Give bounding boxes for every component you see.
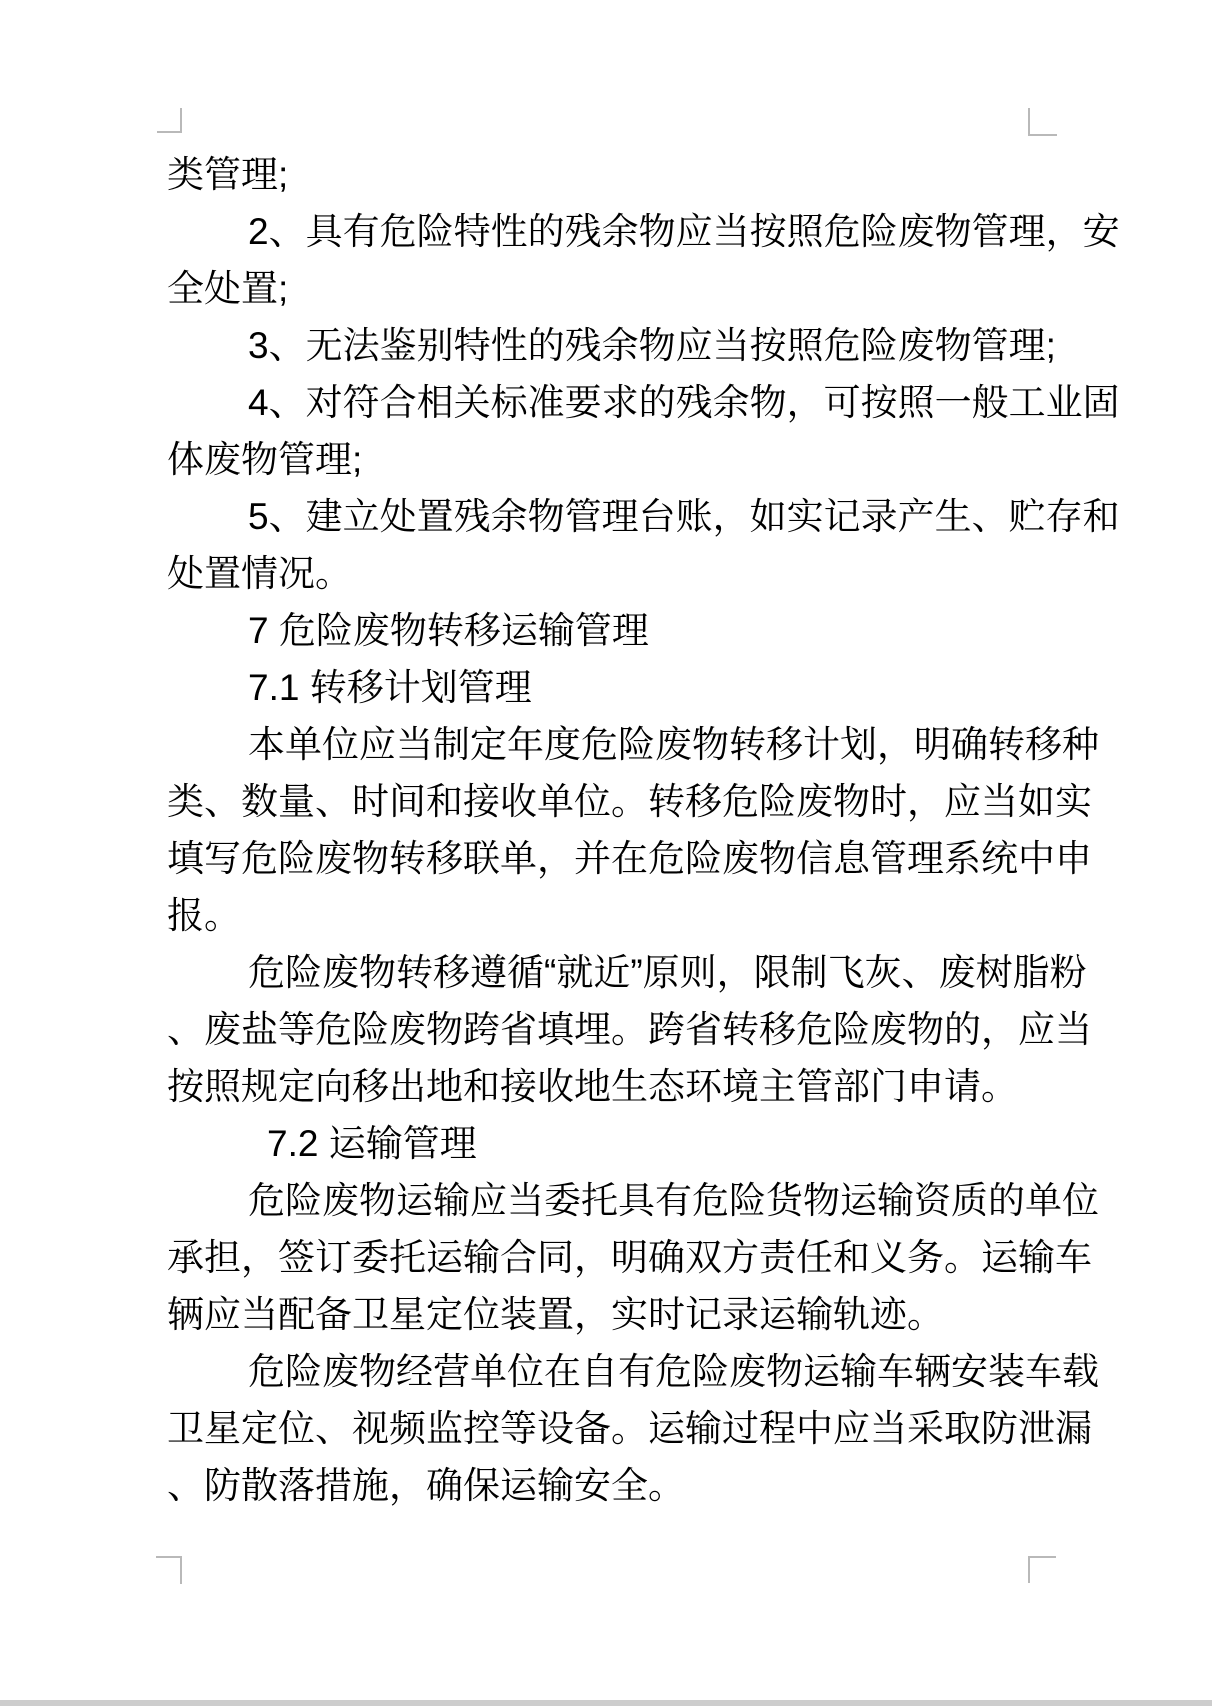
text-line: 处置情况。 [167,553,352,594]
text-line: 危险废物经营单位在自有危险废物运输车辆安装车载 [248,1351,1099,1392]
section-heading-line: 7.1 转移计划管理 [248,667,532,708]
crop-mark-bottom-left [156,1556,182,1584]
text-line: 卫星定位、视频监控等设备。运输过程中应当采取防泄漏 [167,1408,1092,1449]
crop-mark-top-right [1028,108,1057,136]
text-line: 、防散落措施，确保运输安全。 [167,1465,685,1506]
section-heading-line: 7.2 运输管理 [267,1123,477,1164]
document-text [167,146,1120,1514]
text-line: 体废物管理; [167,439,363,480]
text-line: 2、具有危险特性的残余物应当按照危险废物管理，安 [248,211,1120,252]
crop-mark-bottom-right [1028,1556,1056,1583]
text-line: 按照规定向移出地和接收地生态环境主管部门申请。 [167,1066,1018,1107]
text-line: 危险废物转移遵循“就近”原则，限制飞灰、废树脂粉 [248,952,1087,993]
text-line: 危险废物运输应当委托具有危险货物运输资质的单位 [248,1180,1099,1221]
text-line: 、废盐等危险废物跨省填埋。跨省转移危险废物的，应当 [167,1009,1092,1050]
text-line: 4、对符合相关标准要求的残余物，可按照一般工业固 [248,382,1120,423]
text-line: 填写危险废物转移联单，并在危险废物信息管理系统中申 [167,838,1092,879]
text-line: 类、数量、时间和接收单位。转移危险废物时，应当如实 [167,781,1092,822]
text-line: 辆应当配备卫星定位装置，实时记录运输轨迹。 [167,1294,944,1335]
text-line: 承担，签订委托运输合同，明确双方责任和义务。运输车 [167,1237,1092,1278]
text-line: 5、建立处置残余物管理台账，如实记录产生、贮存和 [248,496,1120,537]
text-line: 全处置; [167,268,289,309]
text-line: 报。 [167,895,241,936]
text-line: 本单位应当制定年度危险废物转移计划，明确转移种 [248,724,1099,765]
section-heading-line: 7 危险废物转移运输管理 [248,610,649,651]
text-line: 类管理; [167,154,289,195]
crop-mark-top-left [157,108,182,133]
text-line: 3、无法鉴别特性的残余物应当按照危险废物管理; [248,325,1056,366]
horizontal-scrollbar[interactable] [0,1700,1212,1706]
